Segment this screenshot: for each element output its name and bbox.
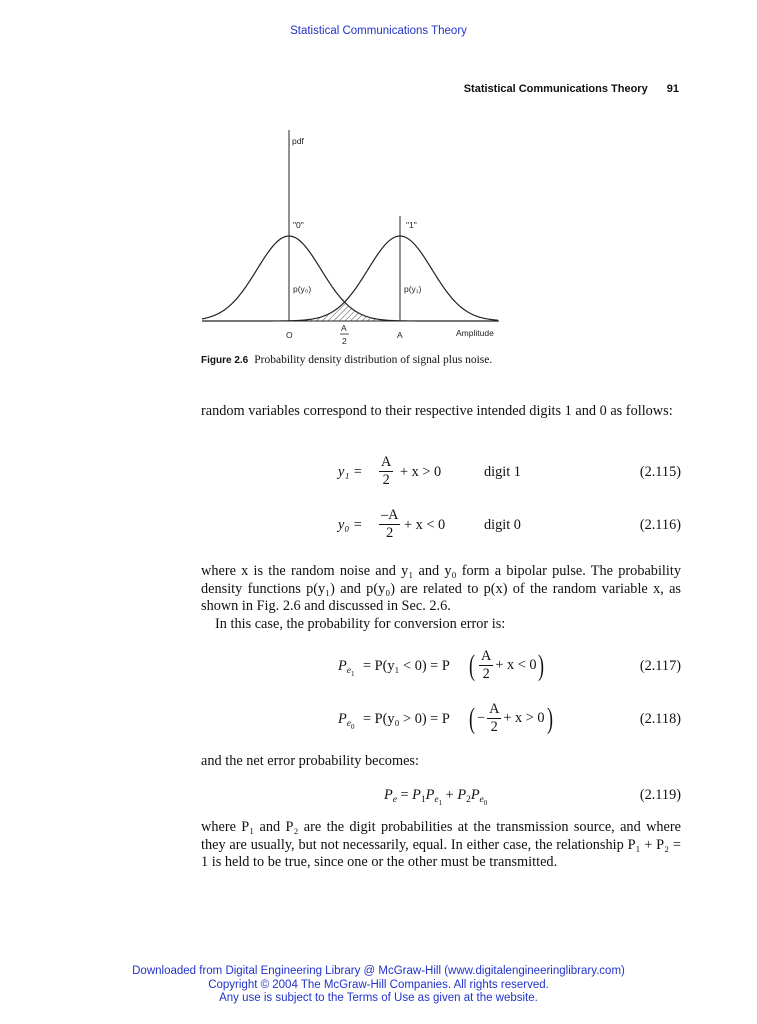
eq119-number: (2.119): [639, 787, 681, 803]
eq115-number: (2.115): [639, 464, 681, 480]
paragraph-digit-probabilities: where P₁ and P₂ are the digit probabilities at the transmission source, and where they are usually, but not necessarily, equal. In either case, the relationship P₁ + P₂ = 1 is held to be true, since one or the other must be transmitted.: [201, 819, 681, 870]
tick-a: A: [397, 330, 403, 340]
footer-copyright: Copyright © 2004 The McGraw-Hill Companies. All rights reserved.: [208, 978, 549, 991]
tick-half-denominator: 2: [342, 336, 347, 346]
eq115-lhs: y₁ =: [338, 464, 363, 480]
eq115-rhs: + x > 0: [400, 464, 442, 480]
page-number: 91: [666, 83, 679, 95]
eq116-number: (2.116): [639, 517, 681, 533]
eq118-lhs: = P(y₀ > 0) = P: [363, 711, 450, 727]
eq115-denominator: 2: [382, 472, 390, 488]
x-axis-label: Amplitude: [456, 328, 494, 338]
eq115-numerator: A: [381, 454, 392, 470]
eq118-numerator: A: [489, 701, 500, 717]
eq117-number: (2.117): [639, 658, 681, 674]
eq117-denominator: 2: [482, 666, 490, 682]
y-axis-label: pdf: [292, 136, 304, 146]
eq116-desc: digit 0: [484, 517, 521, 533]
equation-2-115: [201, 455, 681, 503]
equation-2-119: [201, 786, 681, 810]
eq118-rhs: + x > 0: [503, 709, 545, 726]
site-banner[interactable]: Statistical Communications Theory: [290, 25, 467, 37]
footer-terms[interactable]: Any use is subject to the Terms of Use as given at the website.: [219, 992, 538, 1004]
eq116-lhs: y₀ =: [338, 517, 363, 533]
eq118-number: (2.118): [639, 711, 681, 727]
eq116-numerator: –A: [381, 507, 399, 523]
footer-notice: [0, 965, 757, 1006]
footer-download-link[interactable]: Downloaded from Digital Engineering Library @ McGraw-Hill (www.digitalengineeringlibrary.com): [132, 965, 625, 977]
paragraph-conversion-error-text: In this case, the probability for conversion error is:: [215, 616, 506, 632]
eq119-expression: $P_e = P_1P_{e_1} + P_2P_{e_0}$: [384, 787, 488, 807]
eq116-rhs: + x < 0: [404, 517, 446, 533]
label-digit-zero: "0": [293, 220, 304, 230]
paragraph-definitions: where x is the random noise and y₁ and y₀ form a bipolar pulse. The probability density functions p(y₁) and p(y₀) are related to p(x) of the random variable x, as shown in Fig. 2.6 and discussed in Sec. 2.6.: [201, 563, 681, 614]
eq116-denominator: 2: [386, 525, 394, 541]
tick-zero: O: [286, 330, 293, 340]
tick-half-numerator: A: [341, 323, 347, 333]
caption-text: Probability density distribution of signal plus noise.: [254, 354, 493, 366]
paragraph-net-error: and the net error probability becomes:: [201, 753, 419, 769]
running-head-title: Statistical Communications Theory: [463, 83, 648, 95]
figure-caption: [201, 353, 506, 368]
paragraph-conversion-error: [201, 616, 681, 634]
running-head: [464, 83, 679, 95]
equation-2-117: $P_{e_1}$ = P(y₁ < 0) = P ( $\frac{A}{2}$ + x < 0) (2.117): [338, 648, 681, 682]
eq117-rhs: + x < 0: [495, 656, 537, 673]
curve-y0-label: p(y₀): [293, 284, 312, 294]
eq117-numerator: A: [481, 648, 492, 664]
eq118-minus: −: [477, 709, 486, 726]
label-digit-one: "1": [406, 220, 417, 230]
paragraph-intro: random variables correspond to their respective intended digits 1 and 0 as follows:: [201, 403, 673, 419]
equation-2-116: [201, 508, 681, 556]
curve-y1-label: p(y₁): [404, 284, 422, 294]
equation-2-118: $P_{e_0}$ = P(y₀ > 0) = P ( − $\frac{A}{2}$ + x > 0) (2.118): [338, 701, 681, 735]
eq117-lhs: = P(y₁ < 0) = P: [363, 658, 450, 674]
eq115-desc: digit 1: [484, 464, 521, 480]
eq118-denominator: 2: [490, 719, 498, 735]
caption-label: Figure 2.6: [201, 355, 249, 366]
pdf-figure: [198, 128, 508, 353]
